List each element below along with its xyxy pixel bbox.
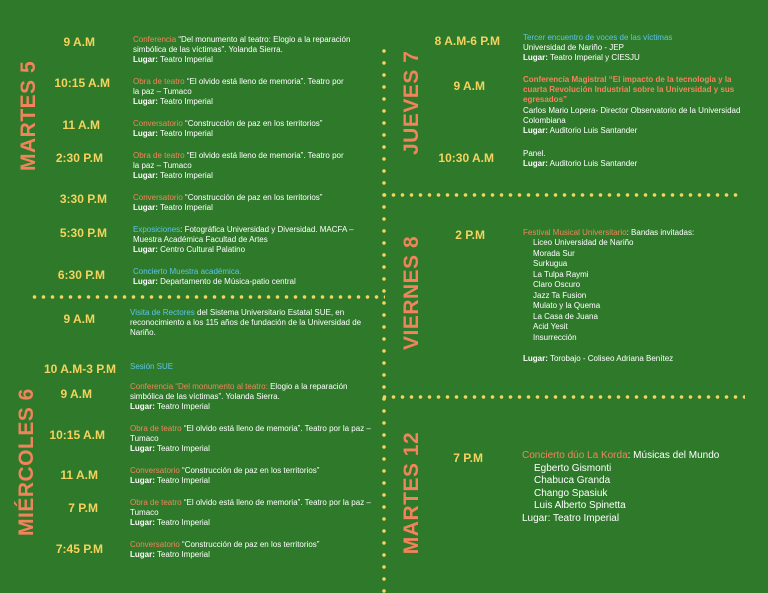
event-category: Obra de teatro: [133, 77, 185, 86]
event-venue: Teatro Imperial: [154, 550, 210, 560]
event-category: Conferencia “Del monumento al teatro:: [130, 382, 268, 391]
lugar-label: Lugar:: [133, 277, 158, 287]
band-list: [523, 238, 753, 343]
event-time: 11 A.M: [62, 118, 100, 132]
band-item: Jazz Ta Fusion: [533, 290, 587, 300]
event-entry: [133, 267, 378, 287]
event-description: “El olvido está lleno de memoria”. Teatro por la paz – Tumaco: [130, 424, 371, 444]
divider-vertical: [382, 45, 386, 593]
event-time: 9 A.M: [60, 387, 92, 401]
event-description: “Construcción de paz en los territorios”: [179, 466, 320, 475]
event-time: 2:30 P.M: [55, 151, 103, 165]
event-description: Elogio a la reparación simbólica de las víctimas”. Yolanda Sierra.: [130, 382, 348, 402]
event-entry: [523, 149, 753, 169]
event-time: 2 P.M: [455, 228, 485, 242]
event-description: Universidad de Nariño - JEP: [523, 43, 624, 53]
event-venue: Teatro Imperial: [157, 129, 213, 139]
event-time: 6:30 P.M: [57, 268, 105, 282]
lugar-label: Lugar:: [133, 245, 158, 255]
divider-left: [30, 295, 385, 299]
event-time: 10:15 A.M: [54, 76, 110, 90]
lugar-label: Lugar:: [130, 444, 155, 454]
event-entry: [133, 193, 378, 213]
lugar-label: Lugar:: [523, 354, 548, 363]
day-label-jueves-7: JUEVES 7: [400, 50, 423, 155]
event-venue: Auditorio Luis Santander: [547, 126, 638, 136]
divider-right-2: [380, 395, 745, 399]
event-venue: Teatro Imperial: [157, 97, 213, 107]
event-category: Sesión SUE: [130, 362, 174, 371]
band-item: Mulato y la Quema: [533, 301, 601, 310]
event-category: Exposiciones: [133, 225, 181, 234]
event-time: 8 A.M-6 P.M: [434, 34, 500, 48]
lugar-label: Lugar:: [130, 402, 155, 412]
artist-item: Luis Alberto Spinetta: [534, 500, 626, 511]
event-venue: Auditorio Luis Santander: [547, 159, 638, 169]
event-description: “Construcción de paz en los territorios”: [182, 119, 323, 128]
event-entry: [133, 35, 378, 66]
lugar-label: Lugar:: [130, 518, 155, 528]
event-venue: Teatro Imperial: [157, 171, 213, 181]
band-item: Surkugua: [533, 259, 568, 268]
event-category: Conversatorio: [130, 466, 180, 475]
event-time: 9 A.M: [63, 312, 95, 326]
event-entry: [523, 75, 753, 136]
lugar-label: Lugar:: [133, 97, 158, 107]
event-entry: [522, 450, 762, 525]
event-venue: Torobajo - Coliseo Adriana Benítez: [547, 354, 674, 363]
event-venue: Centro Cultural Palatino: [157, 245, 246, 255]
event-venue: Teatro Imperial: [157, 203, 213, 213]
event-time: 9 A.M: [63, 35, 95, 49]
event-entry: [133, 119, 378, 139]
event-time: 5:30 P.M: [59, 226, 107, 240]
event-time: 7 P.M: [453, 451, 483, 465]
event-entry: [130, 362, 375, 372]
event-venue: Teatro Imperial y CIESJU: [547, 53, 640, 63]
event-time: 10 A.M-3 P.M: [43, 362, 116, 376]
lugar-label: Lugar:: [133, 55, 158, 65]
event-entry: [133, 151, 348, 182]
event-entry: [130, 540, 375, 560]
lugar-label: Lugar:: [523, 126, 548, 136]
artist-item: Chabuca Granda: [534, 475, 611, 486]
day-label-miercoles-6: MIÉRCOLES 6: [15, 388, 38, 536]
band-item: Insurrección: [533, 332, 577, 342]
event-entry: [130, 498, 380, 529]
event-description: del Sistema Universitario Estatal SUE, en reconocimiento a los 115 años de fundación de la Universidad de Nariño.: [130, 308, 362, 338]
event-category: Tercer encuentro de voces de las víctimas: [523, 33, 673, 42]
event-venue: Teatro Imperial: [154, 476, 210, 486]
event-time: 7 P.M: [68, 501, 98, 515]
event-venue: Departamento de Música-patio central: [157, 277, 296, 287]
event-category: Concierto Muestra académica.: [133, 267, 242, 276]
band-item: La Tulpa Raymi: [533, 269, 589, 279]
event-title: : Músicas del Mundo: [627, 450, 720, 461]
event-description: : Fotográfica Universidad y Diversidad. MACFA –Muestra Académica Facultad de Artes: [133, 225, 354, 245]
event-category: Conversatorio: [133, 119, 183, 128]
day-label-viernes-8: VIERNES 8: [400, 235, 423, 350]
event-description: “El olvido está lleno de memoria”. Teatro por la paz – Tumaco: [130, 498, 371, 518]
event-description: “Del monumento al teatro: Elogio a la reparación simbólica de las víctimas”. Yolanda Sierra.: [133, 35, 351, 55]
event-time: 9 A.M: [453, 79, 485, 93]
event-entry: [133, 225, 358, 256]
lugar-label: Lugar:: [133, 171, 158, 181]
event-description: “Construcción de paz en los territorios”: [182, 193, 323, 202]
event-time: 7:45 P.M: [55, 542, 103, 556]
artist-item: Egberto Gismonti: [534, 462, 612, 474]
event-venue: Teatro Imperial: [157, 55, 213, 65]
event-description: Panel.: [523, 149, 546, 158]
event-category: Conferencia: [133, 35, 177, 44]
band-item: La Casa de Juana: [533, 311, 598, 321]
event-description: “El olvido está lleno de memoria”. Teatro por la paz – Tumaco: [133, 77, 344, 97]
event-time: 10:30 A.M: [438, 151, 494, 165]
event-category: Conversatorio: [133, 193, 183, 202]
event-entry: [130, 466, 375, 486]
event-entry: [130, 308, 380, 339]
band-item: Morada Sur: [533, 248, 575, 258]
event-description: “Construcción de paz en los territorios”: [179, 540, 320, 549]
event-time: 11 A.M: [60, 468, 98, 482]
event-description: Carlos Mario Lopera- Director Observatorio de la Universidad Colombiana: [523, 105, 741, 125]
lugar-label: Lugar:: [130, 550, 155, 560]
event-entry: [523, 354, 753, 364]
lugar-label: Lugar:: [130, 476, 155, 486]
event-venue: Teatro Imperial: [154, 402, 210, 412]
event-entry: [133, 77, 348, 108]
event-entry: [523, 228, 753, 238]
lugar-label: Lugar:: [522, 512, 551, 524]
event-category: Conferencia Magistral “El impacto de la tecnología y la cuarta Revolución Industrial sobre la Universidad y sus egresados”: [523, 75, 735, 105]
band-item: Acid Yesit: [533, 322, 568, 331]
artist-item: Chango Spasiuk: [534, 487, 608, 499]
band-item: Liceo Universidad de Nariño: [533, 238, 634, 247]
divider-right-1: [380, 193, 740, 197]
event-entry: [523, 33, 753, 64]
event-category: Concierto dúo La Korda: [522, 450, 628, 461]
event-category: Obra de teatro: [130, 424, 182, 433]
event-venue: Teatro Imperial: [154, 444, 210, 454]
event-entry: [130, 424, 380, 455]
event-venue: Teatro Imperial: [550, 512, 620, 524]
event-category: Festival Musical Universitario: [523, 228, 627, 237]
day-label-martes-5: MARTES 5: [17, 60, 40, 171]
event-description: “El olvido está lleno de memoria”. Teatro por la paz – Tumaco: [133, 151, 344, 171]
lugar-label: Lugar:: [133, 129, 158, 139]
event-category: Obra de teatro: [133, 151, 185, 160]
event-entry: [130, 382, 370, 413]
event-time: 10:15 A.M: [49, 428, 105, 442]
event-category: Conversatorio: [130, 540, 180, 549]
day-label-martes-12: MARTES 12: [400, 431, 423, 555]
lugar-label: Lugar:: [523, 53, 548, 63]
event-time: 3:30 P.M: [59, 192, 107, 206]
event-description: : Bandas invitadas:: [626, 228, 695, 237]
band-item: Claro Oscuro: [533, 280, 581, 289]
event-category: Visita de Rectores: [130, 308, 195, 317]
lugar-label: Lugar:: [523, 159, 548, 169]
event-category: Obra de teatro: [130, 498, 182, 507]
lugar-label: Lugar:: [133, 203, 158, 213]
event-venue: Teatro Imperial: [154, 518, 210, 528]
